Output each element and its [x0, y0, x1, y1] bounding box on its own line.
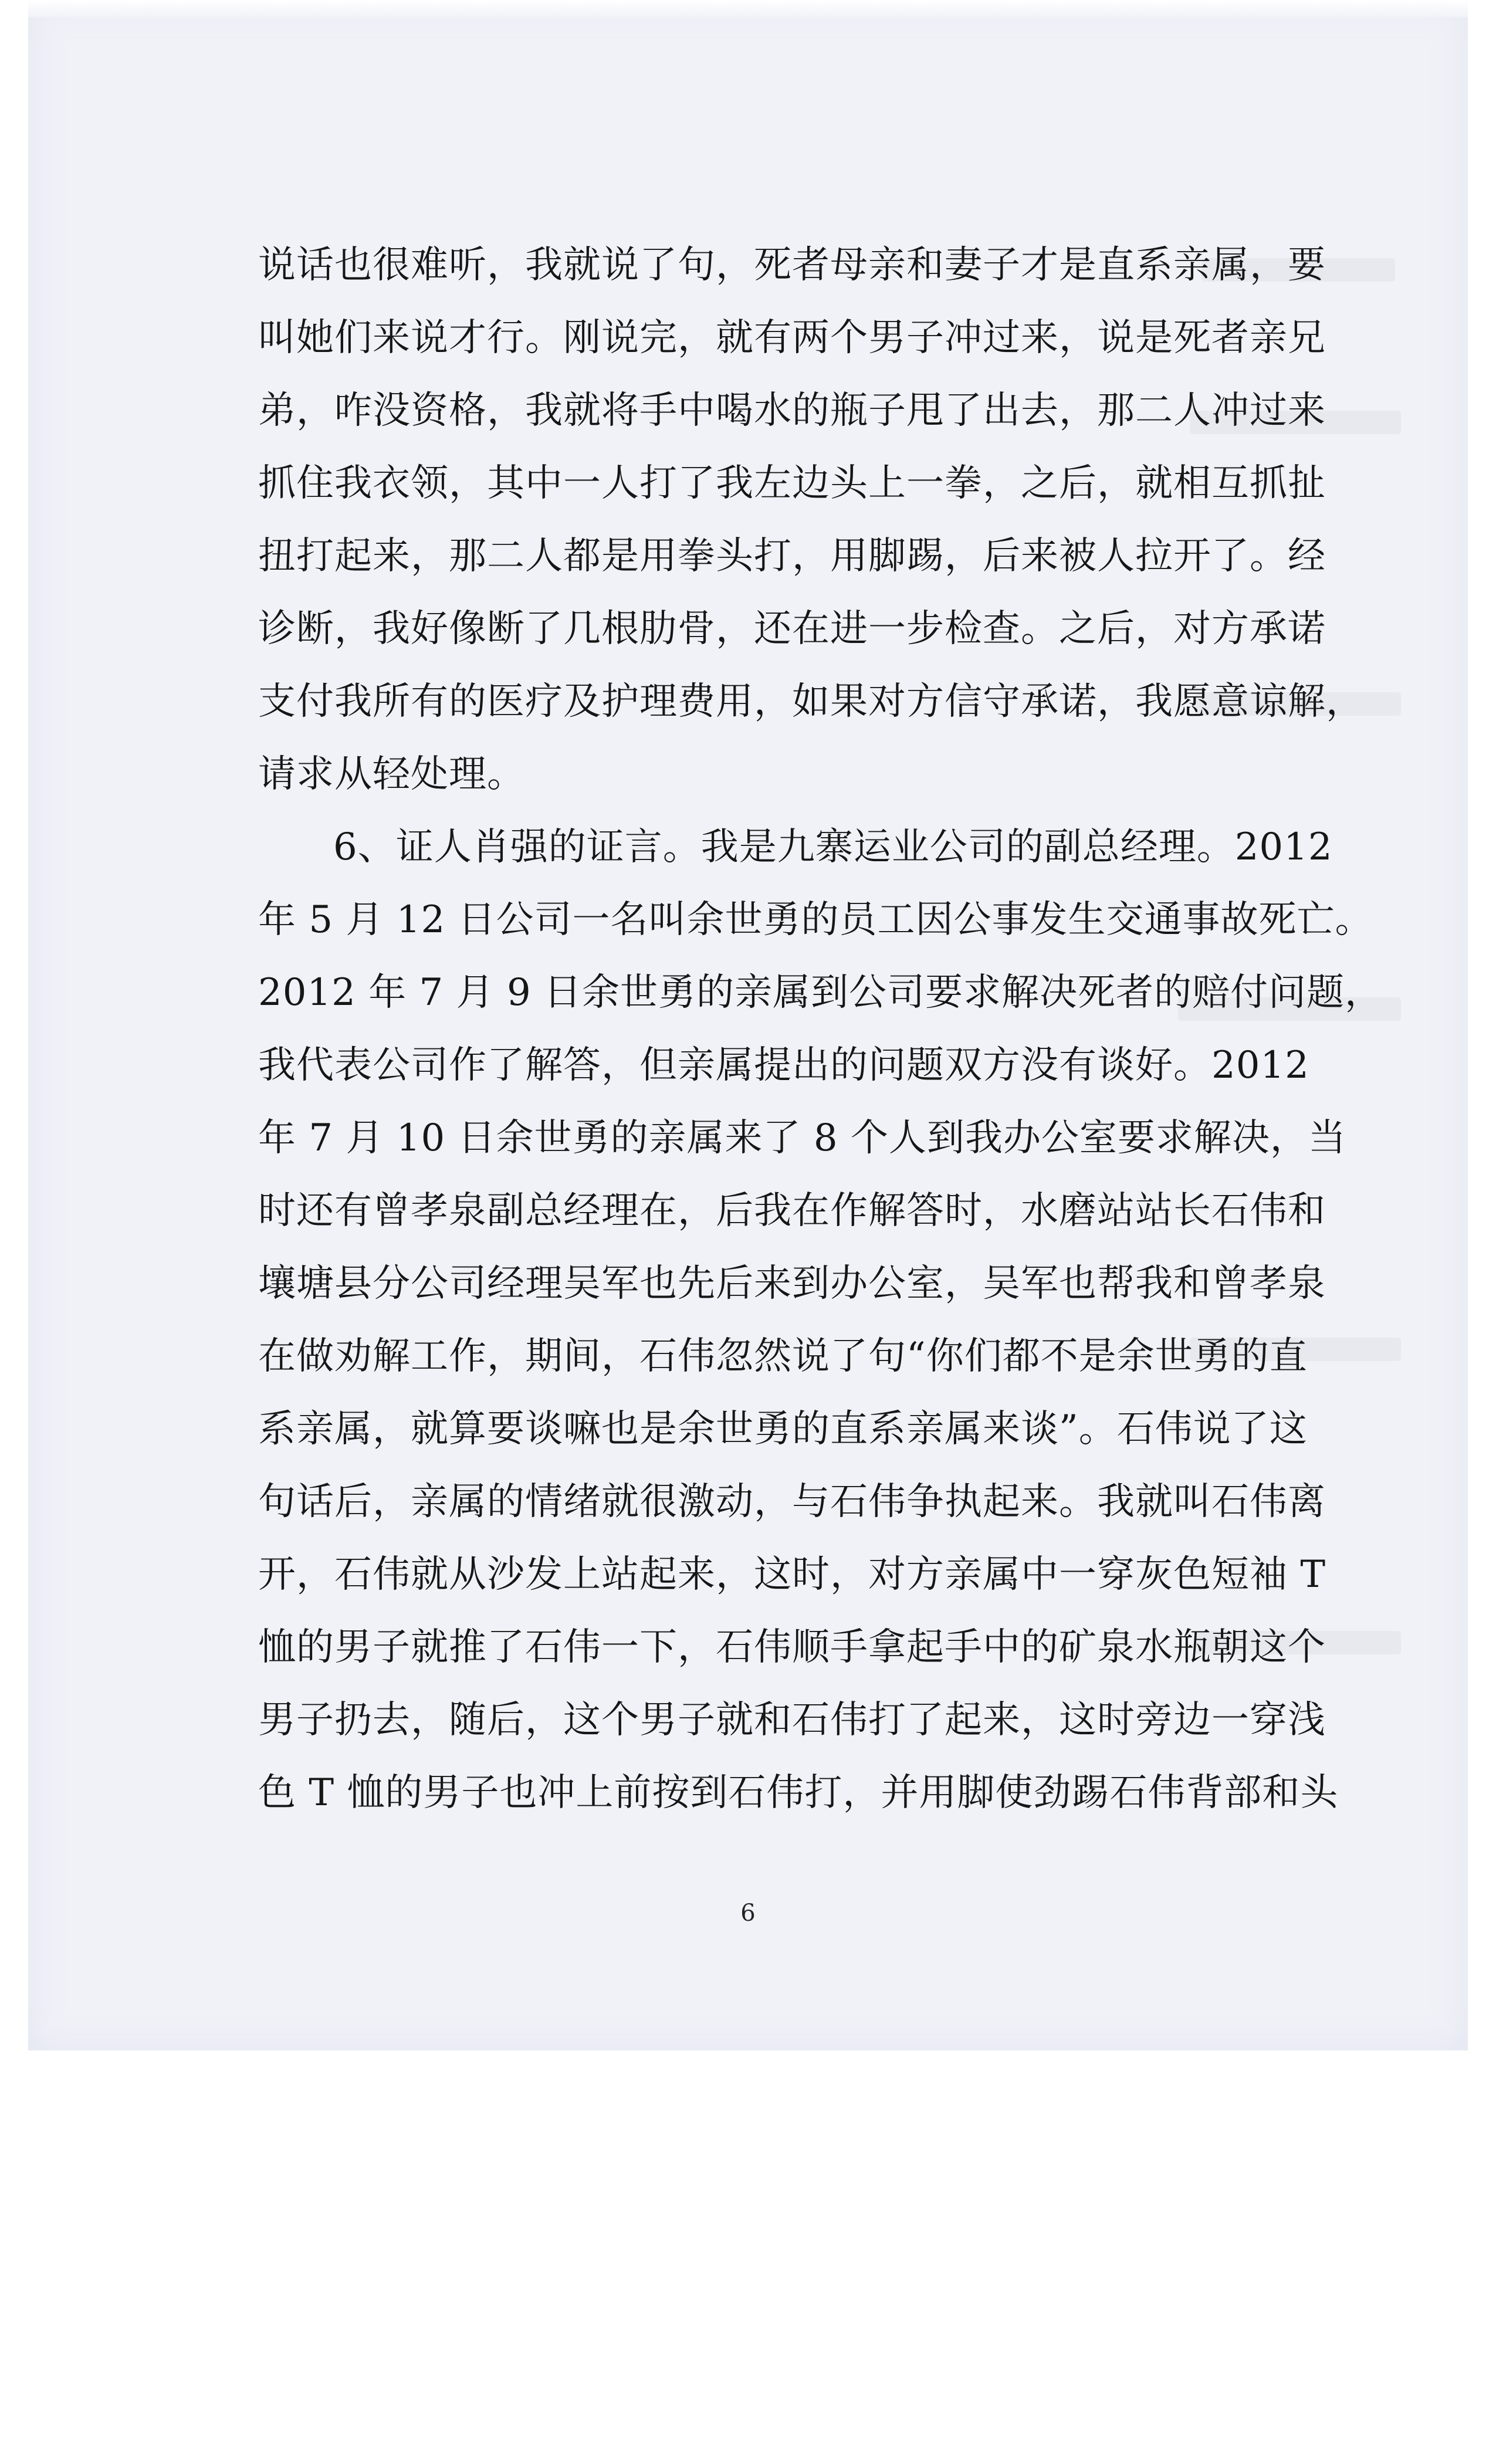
text-line: 年 5 月 12 日公司一名叫余世勇的员工因公事发生交通事故死亡。 — [258, 898, 1373, 942]
text-line: 在做劝解工作，期间，石伟忽然说了句“你们都不是余世勇的直 — [258, 1335, 1308, 1378]
text-line: 恤的男子就推了石伟一下，石伟顺手拿起手中的矿泉水瓶朝这个 — [258, 1626, 1326, 1669]
text-line: 句话后，亲属的情绪就很激动，与石伟争执起来。我就叫石伟离 — [258, 1480, 1326, 1524]
paragraph-witness-testimony — [258, 811, 1383, 1829]
paragraph-statement-continuation — [258, 229, 1364, 811]
text-line: 扭打起来，那二人都是用拳头打，用脚踢，后来被人拉开了。经 — [258, 534, 1326, 578]
text-line: 男子扔去，随后，这个男子就和石伟打了起来，这时旁边一穿浅 — [258, 1698, 1326, 1742]
text-line-first: 6、证人肖强的证言。我是九寨运业公司的副总经理。2012 — [333, 825, 1333, 869]
text-line: 壤塘县分公司经理吴军也先后来到办公室，吴军也帮我和曾孝泉 — [258, 1262, 1326, 1305]
text-line: 2012 年 7 月 9 日余世勇的亲属到公司要求解决死者的赔付问题， — [258, 971, 1383, 1014]
text-line: 请求从轻处理。 — [258, 753, 525, 796]
text-line: 说话也很难听，我就说了句，死者母亲和妻子才是直系亲属，要 — [258, 243, 1326, 287]
text-line: 色 T 恤的男子也冲上前按到石伟打，并用脚使劲踢石伟背部和头 — [258, 1771, 1339, 1815]
text-line: 开，石伟就从沙发上站起来，这时，对方亲属中一穿灰色短袖 T — [258, 1553, 1326, 1596]
text-line: 时还有曾孝泉副总经理在，后我在作解答时，水磨站站长石伟和 — [258, 1189, 1326, 1233]
text-line: 抓住我衣领，其中一人打了我左边头上一拳，之后，就相互抓扯 — [258, 462, 1326, 505]
text-line: 叫她们来说才行。刚说完，就有两个男子冲过来，说是死者亲兄 — [258, 316, 1326, 360]
text-line: 系亲属，就算要谈嘛也是余世勇的直系亲属来谈”。石伟说了这 — [258, 1407, 1308, 1451]
scan-top-edge — [28, 0, 1468, 18]
text-line: 弟，咋没资格，我就将手中喝水的瓶子甩了出去，那二人冲过来 — [258, 389, 1326, 432]
document-body — [258, 229, 1383, 1829]
page-number: 6 — [740, 1900, 756, 1927]
blank-margin-bottom — [0, 2050, 1496, 2464]
text-line: 年 7 月 10 日余世勇的亲属来了 8 个人到我办公室要求解决，当 — [258, 1116, 1346, 1160]
text-line: 诊断，我好像断了几根肋骨，还在进一步检查。之后，对方承诺 — [258, 607, 1326, 651]
text-line: 支付我所有的医疗及护理费用，如果对方信守承诺，我愿意谅解， — [258, 680, 1364, 723]
text-line: 我代表公司作了解答，但亲属提出的问题双方没有谈好。2012 — [258, 1044, 1309, 1087]
